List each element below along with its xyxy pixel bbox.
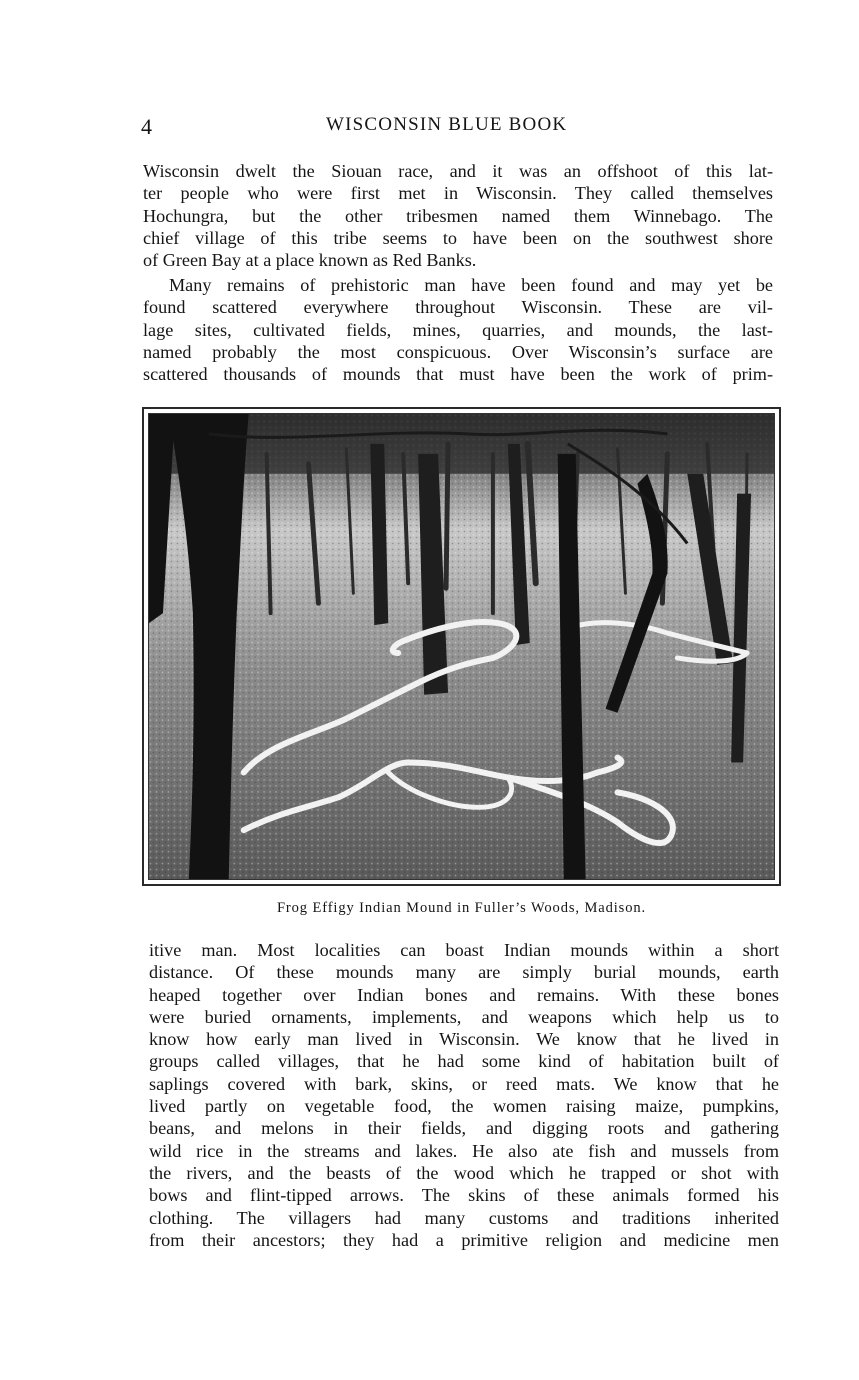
text-line: groups called villages, that he had some kind of habitation built of	[149, 1051, 779, 1072]
text-line: distance. Of these mounds many are simply burial mounds, earth	[149, 962, 779, 983]
running-head-title: WISCONSIN BLUE BOOK	[326, 114, 568, 135]
photo-frame	[148, 413, 775, 880]
text-line: ter people who were first met in Wisconsin. They called themselves	[143, 183, 773, 204]
text-line: heaped together over Indian bones and remains. With these bones	[149, 984, 779, 1005]
text-line: itive man. Most localities can boast Indian mounds within a short	[149, 940, 779, 960]
figure-caption: Frog Effigy Indian Mound in Fuller’s Woods, Madison.	[276, 900, 647, 916]
text-line: scattered thousands of mounds that must have been the work of prim-	[143, 364, 773, 385]
text-line: lage sites, cultivated fields, mines, quarries, and mounds, the last-	[143, 319, 773, 340]
text-line: lived partly on vegetable food, the women raising maize, pumpkins,	[149, 1096, 779, 1117]
text-line: wild rice in the streams and lakes. He also ate fish and mussels from	[149, 1140, 779, 1161]
paragraph-1	[143, 160, 773, 271]
text-line: Many remains of prehistoric man have been found and may yet be	[169, 275, 773, 295]
text-line: Wisconsin dwelt the Siouan race, and it was an offshoot of this lat-	[143, 161, 773, 181]
text-line: from their ancestors; they had a primitive religion and medicine men	[149, 1229, 779, 1250]
text-line: chief village of this tribe seems to have been on the southwest shore	[143, 227, 773, 248]
text-line: clothing. The villagers had many customs and traditions inherited	[149, 1207, 779, 1228]
frog-effigy-mound-photo	[149, 414, 774, 879]
paragraph-2	[143, 274, 773, 385]
page-number: 4	[141, 114, 153, 139]
text-line: beans, and melons in their fields, and digging roots and gathering	[149, 1118, 779, 1139]
text-line: named probably the most conspicuous. Over Wisconsin’s surface are	[143, 341, 773, 362]
text-line: found scattered everywhere throughout Wisconsin. These are vil-	[143, 297, 773, 318]
text-line: saplings covered with bark, skins, or reed mats. We know that he	[149, 1073, 779, 1094]
text-line: bows and flint-tipped arrows. The skins of these animals formed his	[149, 1185, 779, 1206]
text-line: were buried ornaments, implements, and weapons which help us to	[149, 1006, 779, 1027]
photo-figure	[142, 407, 781, 886]
text-line: Hochungra, but the other tribesmen named them Winnebago. The	[143, 205, 773, 226]
paragraph-3	[149, 939, 779, 1251]
text-line: know how early man lived in Wisconsin. We know that he lived in	[149, 1029, 779, 1050]
text-line: the rivers, and the beasts of the wood which he trapped or shot with	[149, 1162, 779, 1183]
text-line: of Green Bay at a place known as Red Banks.	[143, 250, 477, 271]
